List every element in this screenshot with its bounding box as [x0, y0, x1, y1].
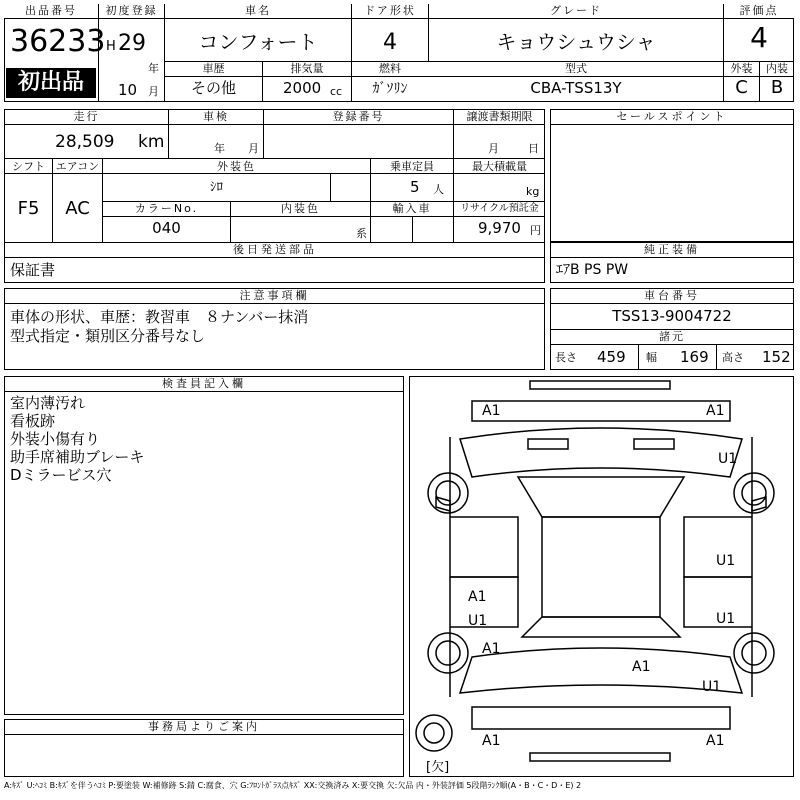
reg-year-unit: 年 [148, 62, 159, 75]
shift: F5 [17, 198, 40, 219]
grade-label: グレード [429, 4, 723, 19]
notes-label: 注意事項欄 [5, 289, 544, 304]
mark-right-quarter: U1 [702, 679, 722, 695]
mark-trunk: A1 [632, 659, 651, 675]
front-bumper [472, 401, 730, 421]
spare-tire [416, 715, 452, 751]
chassis-value: TSS13-9004722 [612, 307, 732, 325]
mark-front-left: A1 [482, 403, 501, 419]
mark-right-fender: U1 [718, 451, 738, 467]
capacity: 5 [410, 178, 420, 196]
door: 4 [383, 30, 397, 55]
ac-label: エアコン [55, 160, 100, 173]
maxload-label: 最大積載量 [472, 160, 527, 173]
recycle-label: リサイクル預託金 [460, 203, 539, 214]
transfer-label: 譲渡書類期限 [466, 110, 533, 123]
sales-point-label: セールスポイント [551, 110, 793, 125]
inspector-line-1: 室内薄汚れ [10, 394, 86, 412]
spare-label: [欠] [426, 760, 450, 775]
fuel-label: 燃料 [379, 62, 401, 75]
mileage-label: 走行 [73, 110, 100, 123]
mileage-unit: km [138, 132, 165, 152]
car-name: コンフォート [198, 30, 318, 54]
car-name-label: 車名 [165, 4, 351, 19]
front-bumper-top [530, 381, 670, 389]
transfer-day-unit: 日 [528, 142, 539, 155]
mark-front-right: A1 [706, 403, 725, 419]
fuel: ｶﾞｿﾘﾝ [372, 81, 408, 97]
color: ｼﾛ [210, 180, 223, 195]
lot-no: 36233 [10, 24, 106, 59]
ext-label: 外装 [730, 62, 753, 75]
ext-grade: C [735, 77, 748, 98]
hood [460, 428, 742, 477]
later-label: 後日発送部品 [233, 243, 317, 256]
equipment-value: ｴｱB PS PW [556, 262, 629, 278]
inspector-label: 検査員記入欄 [5, 377, 403, 392]
plate-label: 登録番号 [332, 110, 385, 123]
score: 4 [750, 21, 768, 54]
mark-rear-left: A1 [482, 733, 501, 749]
capacity-unit: 人 [433, 183, 444, 196]
model: CBA-TSS13Y [530, 79, 622, 97]
spec-label: 諸元 [659, 330, 685, 343]
inspection-year-unit: 年 [214, 142, 225, 155]
chassis-label: 車台番号 [551, 289, 793, 304]
import-label: 輸入車 [392, 202, 432, 215]
inspector-line-3: 外装小傷有り [10, 430, 101, 448]
grade: キョウシュウシャ [496, 30, 656, 54]
ac: AC [65, 198, 90, 219]
displacement-label: 排気量 [290, 62, 324, 75]
color-no: 040 [152, 219, 181, 237]
interior-unit: 系 [356, 227, 367, 240]
wheel-rear-left [428, 633, 468, 673]
reg-month-unit: 月 [148, 85, 159, 98]
width: 169 [680, 348, 709, 366]
notes-line-2: 型式指定・類別区分番号なし [10, 327, 206, 345]
office-label: 事務局よりご案内 [5, 720, 403, 735]
inspection-label: 車検 [203, 110, 229, 123]
reg-era: H [106, 39, 116, 54]
later: 保証書 [10, 261, 56, 279]
displacement-unit: cc [330, 85, 343, 98]
model-label: 型式 [565, 62, 587, 75]
int-label: 内装 [766, 62, 788, 75]
shift-label: シフト [12, 160, 45, 173]
rear-bumper-bottom [530, 753, 670, 761]
length: 459 [597, 348, 626, 366]
mileage: 28,509 [55, 132, 115, 152]
lot-no-label: 出品番号 [4, 4, 98, 19]
mark-right-front-door: U1 [716, 553, 736, 569]
mark-right-rear-door: U1 [716, 611, 736, 627]
trunk [460, 648, 742, 693]
rear-window [522, 617, 680, 637]
wheel-front-right [734, 473, 774, 513]
color-label: 外装色 [217, 160, 256, 173]
legend: A:ｷｽﾞ U:ﾍｺﾐ B:ｷｽﾞを伴うﾍｺﾐ P:要塗装 W:補修跡 S:錆 C:腐食、穴 G:ﾌﾛﾝﾄｶﾞﾗｽ点ｷｽﾞ XX:交換済み X:要交換 欠:欠品 内・外装評価 5段階ﾗﾝｸ順(A・B・C・D・E) 2 [4, 781, 582, 790]
inspector-block [4, 376, 404, 715]
history: その他 [190, 79, 236, 97]
car-diagram [409, 376, 794, 777]
reg-year: 29 [118, 31, 146, 56]
inspector-line-5: Dミラービス穴 [10, 466, 112, 484]
recycle-unit: 円 [530, 224, 541, 237]
wheel-front-left [428, 473, 468, 513]
reg-month: 10 [118, 81, 138, 99]
inspector-line-2: 看板跡 [10, 412, 56, 430]
notes-line-1: 車体の形状、車歴：教習車 ８ナンバー抹消 [10, 308, 309, 326]
sales-point-block [550, 109, 794, 242]
mark-left-rear-fender: A1 [482, 641, 501, 657]
width-label: 幅 [646, 351, 657, 364]
body-sides [450, 437, 752, 697]
mark-left-rear-door-u: U1 [468, 613, 488, 629]
inspection-month-unit: 月 [248, 142, 259, 155]
recycle: 9,970 [478, 219, 521, 237]
score-label: 評価点 [724, 4, 794, 19]
reg-label: 初度登録 [99, 4, 164, 19]
color-no-label: カラーNo. [134, 202, 199, 215]
first-listing-badge: 初出品 [6, 68, 96, 98]
windshield [518, 477, 684, 517]
wheel-rear-right [734, 633, 774, 673]
displacement: 2000 [283, 79, 322, 97]
door-label: ドア形状 [352, 4, 428, 19]
mark-left-rear-door-a: A1 [468, 589, 487, 605]
roof [542, 517, 660, 617]
height-label: 高さ [722, 351, 744, 364]
equipment-label: 純正装備 [551, 243, 793, 258]
int-grade: B [770, 77, 784, 98]
maxload-unit: kg [526, 185, 540, 198]
capacity-label: 乗車定員 [390, 160, 434, 173]
length-label: 長さ [555, 351, 577, 364]
interior-label: 内装色 [281, 202, 320, 215]
height: 152 [762, 348, 791, 366]
left-front-door [450, 517, 518, 577]
car-diagram-svg [410, 377, 793, 776]
rear-bumper [472, 707, 730, 729]
inspector-line-4: 助手席補助ブレーキ [10, 448, 145, 466]
mark-rear-right: A1 [706, 733, 725, 749]
transfer-month-unit: 月 [488, 142, 499, 155]
history-label: 車歴 [202, 62, 225, 75]
